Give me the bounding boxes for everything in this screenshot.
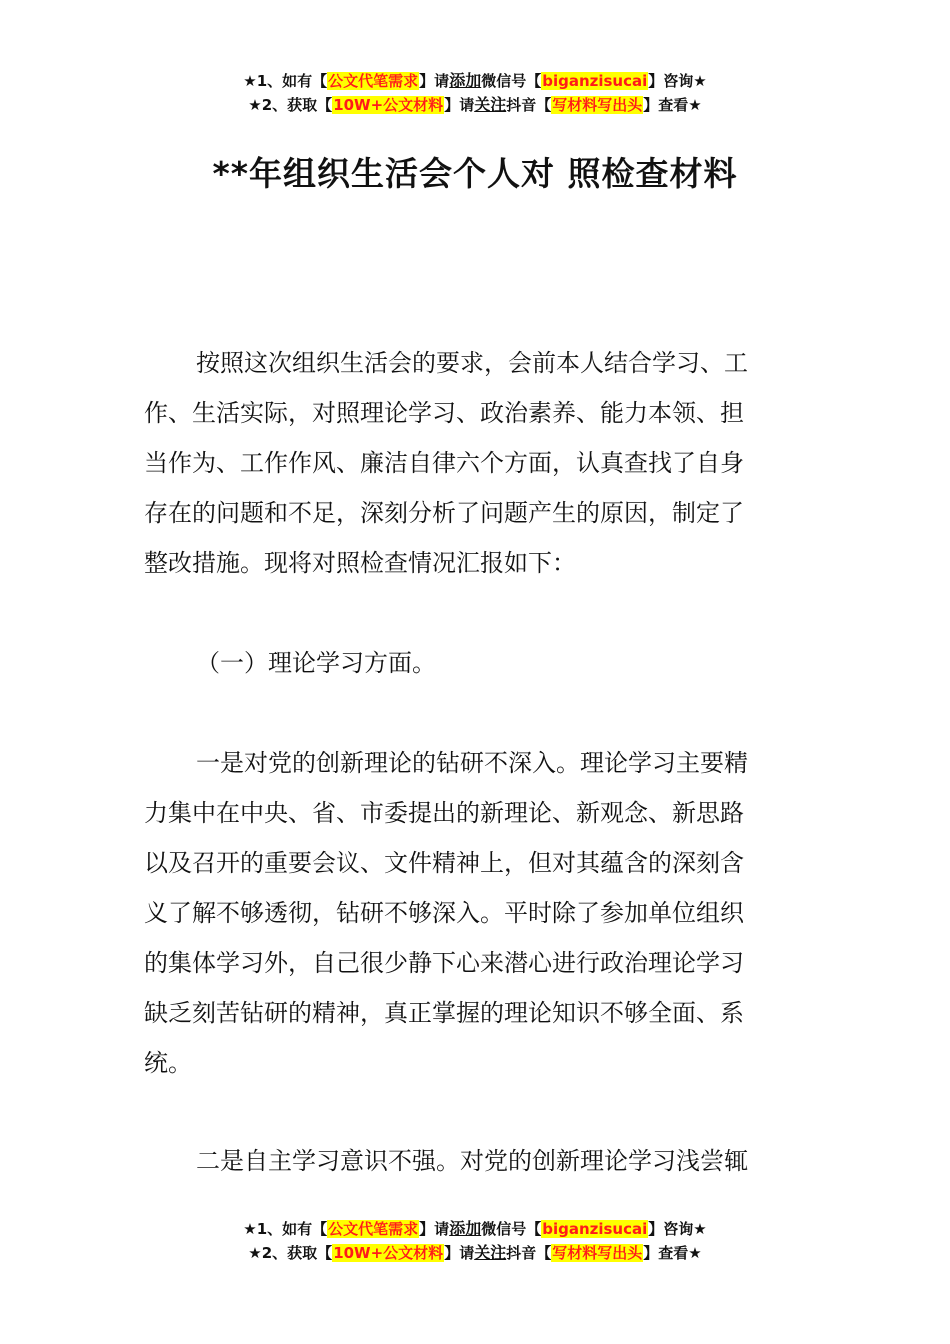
banner-highlight: 10W+公文材料 [333,96,444,114]
top-banner [0,69,950,117]
banner-text: 】查看★ [643,1244,702,1262]
paragraph-line: 缺乏刻苦钻研的精神，真正掌握的理论知识不够全面、系 [144,999,744,1027]
banner-text: 】咨询★ [648,1220,707,1238]
paragraph-point-1 [144,738,808,1088]
banner-text: 】请 [419,1220,450,1238]
banner-emphasis: 关注 [474,95,507,114]
banner-emphasis: 添加 [449,71,482,90]
paragraph-line: 按照这次组织生活会的要求，会前本人结合学习、工 [196,349,748,377]
banner-text: ★1、如有【 [243,72,328,90]
banner-emphasis: 添加 [449,1219,482,1238]
banner-text: ★2、获取【 [248,96,333,114]
banner-text: 】请 [444,96,475,114]
banner-emphasis: 关注 [474,1243,507,1262]
banner-line-1 [0,69,950,93]
banner-text: 微信号【 [481,1220,542,1238]
banner-highlight: 写材料写出头 [552,1244,643,1262]
banner-line-1 [0,1217,950,1241]
banner-text: 】请 [419,72,450,90]
paragraph-line: 二是自主学习意识不强。对党的创新理论学习浅尝辄 [196,1147,748,1175]
banner-line-2 [0,1241,950,1265]
paragraph-line: 一是对党的创新理论的钻研不深入。理论学习主要精 [196,749,748,777]
section-heading-text: （一）理论学习方面。 [196,649,436,677]
bottom-banner [0,1217,950,1265]
paragraph-line: 存在的问题和不足，深刻分析了问题产生的原因，制定了 [144,499,744,527]
banner-highlight: 10W+公文材料 [333,1244,444,1262]
paragraph-line: 整改措施。现将对照检查情况汇报如下： [144,549,576,577]
banner-text: 微信号【 [481,72,542,90]
banner-text: 抖音【 [506,96,552,114]
banner-line-2 [0,93,950,117]
banner-text: 抖音【 [506,1244,552,1262]
paragraph-line: 作、生活实际，对照理论学习、政治素养、能力本领、担 [144,399,744,427]
banner-highlight: biganzisucai [542,1220,648,1238]
paragraph-line: 统。 [144,1049,192,1077]
paragraph-intro [144,338,808,588]
paragraph-line: 力集中在中央、省、市委提出的新理论、新观念、新思路 [144,799,744,827]
banner-text: 】请 [444,1244,475,1262]
paragraph-line: 以及召开的重要会议、文件精神上，但对其蕴含的深刻含 [144,849,744,877]
paragraph-line: 义了解不够透彻，钻研不够深入。平时除了参加单位组织 [144,899,744,927]
paragraph-line: 的集体学习外，自己很少静下心来潜心进行政治理论学习 [144,949,744,977]
banner-text: 】咨询★ [648,72,707,90]
banner-highlight: biganzisucai [542,72,648,90]
banner-highlight: 公文代笔需求 [328,1220,419,1238]
banner-text: ★1、如有【 [243,1220,328,1238]
paragraph-point-2 [144,1136,808,1186]
banner-highlight: 写材料写出头 [552,96,643,114]
banner-text: ★2、获取【 [248,1244,333,1262]
banner-highlight: 公文代笔需求 [328,72,419,90]
section-heading [144,638,808,688]
paragraph-line: 当作为、工作作风、廉洁自律六个方面，认真查找了自身 [144,449,744,477]
banner-text: 】查看★ [643,96,702,114]
document-title: **年组织生活会个人对 照检查材料 [212,154,738,193]
